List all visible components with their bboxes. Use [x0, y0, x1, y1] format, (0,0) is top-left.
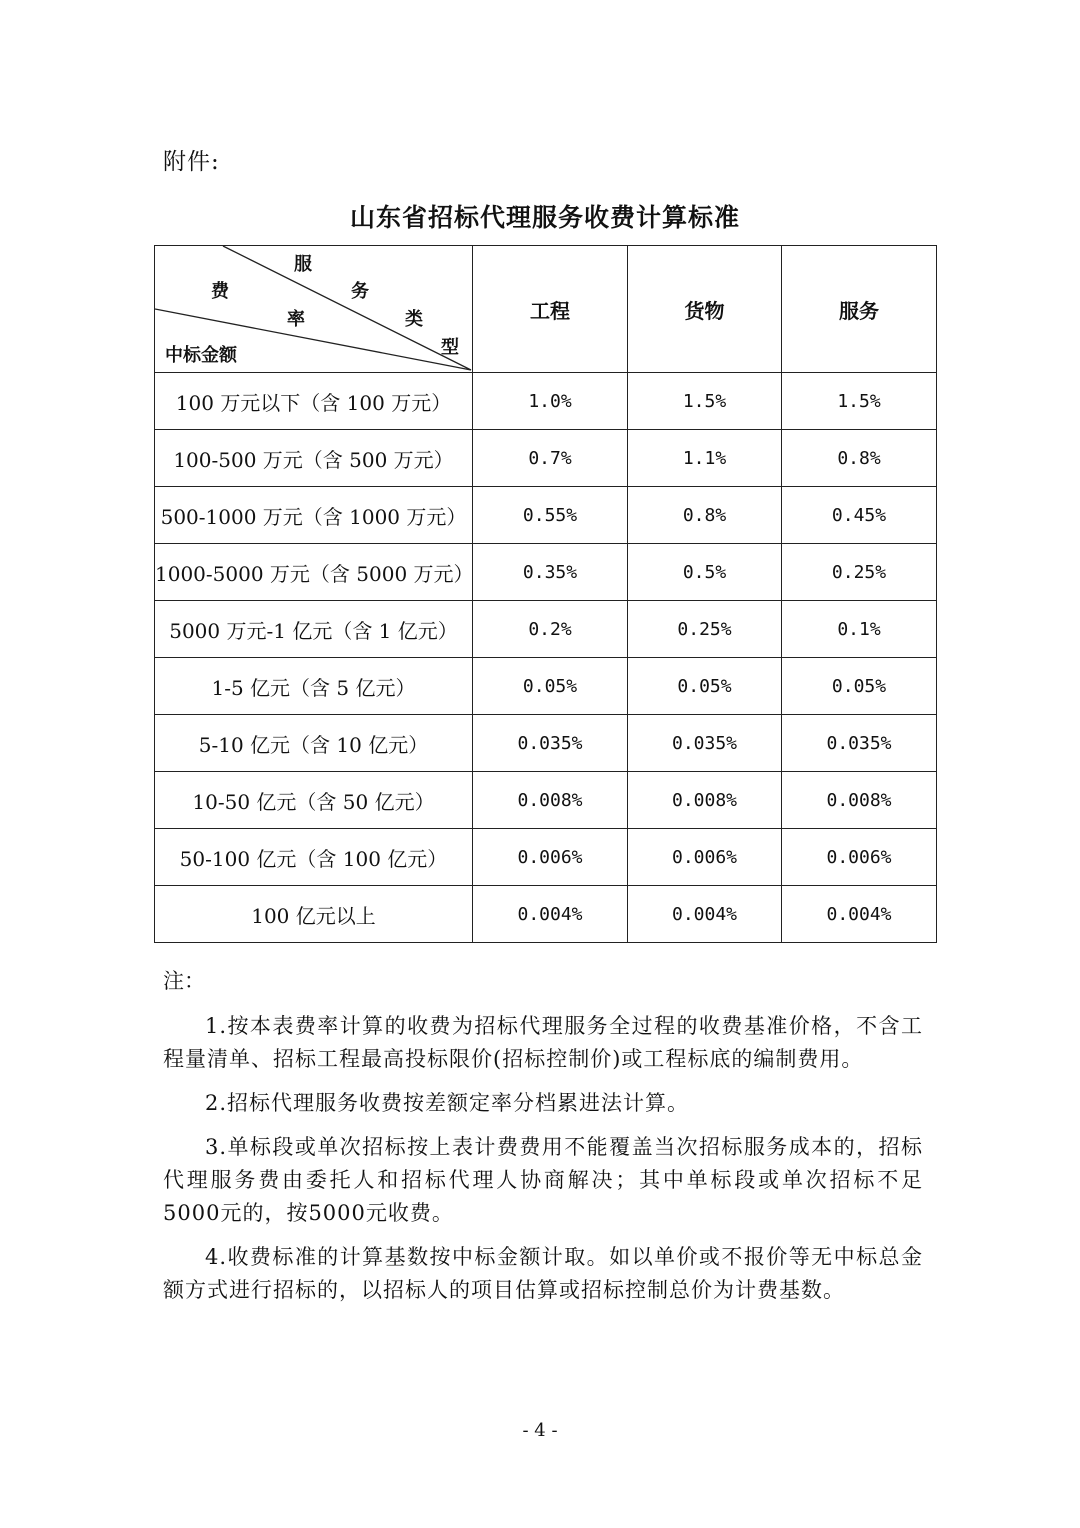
table-row	[155, 373, 937, 430]
table-row	[155, 601, 937, 658]
diagonal-header-cell	[155, 246, 473, 373]
service-type-char: 类	[405, 309, 423, 330]
amount-range-cell: 5000 万元-1 亿元（含 1 亿元）	[155, 601, 473, 658]
amount-range-cell: 100 亿元以上	[155, 886, 473, 943]
rate-cell: 0.008%	[782, 772, 937, 829]
rate-cell: 0.05%	[473, 658, 628, 715]
service-type-char: 务	[351, 281, 369, 302]
note-item: 4.收费标准的计算基数按中标金额计取。如以单价或不报价等无中标总金额方式进行招标的，以招标人的项目估算或招标控制总价为计费基数。	[163, 1245, 923, 1302]
note-item: 2.招标代理服务收费按差额定率分档累进法计算。	[205, 1091, 690, 1115]
fee-rate-table	[154, 245, 937, 943]
amount-range-cell: 10-50 亿元（含 50 亿元）	[155, 772, 473, 829]
rate-cell: 0.05%	[628, 658, 782, 715]
rate-cell: 0.006%	[473, 829, 628, 886]
rate-cell: 0.006%	[628, 829, 782, 886]
amount-range-cell: 100 万元以下（含 100 万元）	[155, 373, 473, 430]
table-row	[155, 715, 937, 772]
rate-cell: 0.25%	[782, 544, 937, 601]
table-row	[155, 487, 937, 544]
winning-amount-label: 中标金额	[165, 345, 237, 366]
fee-rate-char: 率	[287, 309, 305, 330]
rate-cell: 0.004%	[473, 886, 628, 943]
rate-cell: 0.008%	[628, 772, 782, 829]
table-row	[155, 658, 937, 715]
fee-rate-char: 费	[211, 281, 229, 302]
note-item: 1.按本表费率计算的收费为招标代理服务全过程的收费基准价格，不含工程量清单、招标工程最高投标限价(招标控制价)或工程标底的编制费用。	[163, 1014, 923, 1071]
rate-cell: 1.1%	[628, 430, 782, 487]
table-row	[155, 886, 937, 943]
amount-range-cell: 500-1000 万元（含 1000 万元）	[155, 487, 473, 544]
rate-cell: 0.1%	[782, 601, 937, 658]
rate-cell: 0.5%	[628, 544, 782, 601]
table-header-row	[155, 246, 937, 373]
service-type-char: 型	[441, 337, 459, 358]
rate-cell: 0.006%	[782, 829, 937, 886]
attachment-label: 附件:	[163, 149, 220, 175]
rate-cell: 0.05%	[782, 658, 937, 715]
column-header-goods: 货物	[628, 246, 782, 373]
column-header-engineering: 工程	[473, 246, 628, 373]
rate-cell: 1.5%	[628, 373, 782, 430]
service-type-char: 服	[294, 254, 312, 275]
rate-cell: 0.8%	[782, 430, 937, 487]
amount-range-cell: 1-5 亿元（含 5 亿元）	[155, 658, 473, 715]
rate-cell: 0.7%	[473, 430, 628, 487]
rate-cell: 0.8%	[628, 487, 782, 544]
rate-cell: 0.35%	[473, 544, 628, 601]
notes-list	[163, 1010, 923, 1307]
rate-cell: 0.25%	[628, 601, 782, 658]
rate-cell: 0.004%	[782, 886, 937, 943]
rate-cell: 1.5%	[782, 373, 937, 430]
rate-cell: 0.035%	[782, 715, 937, 772]
rate-cell: 0.55%	[473, 487, 628, 544]
notes-heading: 注：	[163, 969, 205, 993]
rate-cell: 0.004%	[628, 886, 782, 943]
rate-cell: 0.035%	[473, 715, 628, 772]
amount-range-cell: 5-10 亿元（含 10 亿元）	[155, 715, 473, 772]
rate-cell: 1.0%	[473, 373, 628, 430]
rate-cell: 0.008%	[473, 772, 628, 829]
document-title: 山东省招标代理服务收费计算标准	[349, 203, 740, 232]
table-row	[155, 772, 937, 829]
table-row	[155, 544, 937, 601]
amount-range-cell: 50-100 亿元（含 100 亿元）	[155, 829, 473, 886]
amount-range-cell: 1000-5000 万元（含 5000 万元）	[155, 544, 473, 601]
table-row	[155, 829, 937, 886]
rate-cell: 0.2%	[473, 601, 628, 658]
notes-section	[163, 965, 923, 1318]
amount-range-cell: 100-500 万元（含 500 万元）	[155, 430, 473, 487]
rate-cell: 0.45%	[782, 487, 937, 544]
rate-cell: 0.035%	[628, 715, 782, 772]
column-header-services: 服务	[782, 246, 937, 373]
note-item: 3.单标段或单次招标按上表计费费用不能覆盖当次招标服务成本的，招标代理服务费由委托人和招标代理人协商解决；其中单标段或单次招标不足5000元的，按5000元收费。	[163, 1135, 923, 1225]
table-row	[155, 430, 937, 487]
page-number: - 4 -	[522, 1420, 558, 1441]
